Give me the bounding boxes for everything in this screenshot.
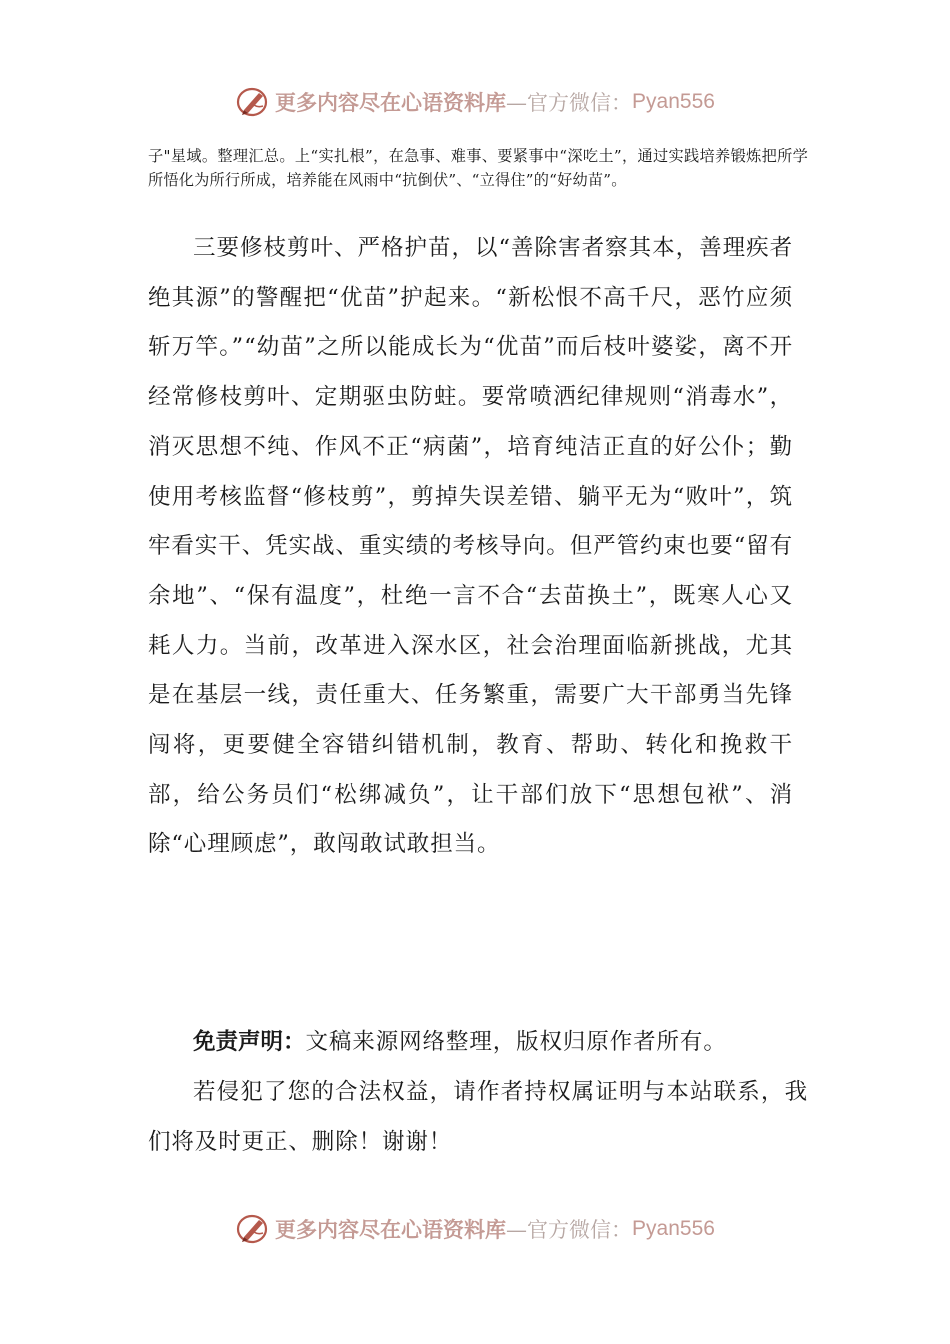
- header-banner: [0, 80, 950, 124]
- footer-banner-subtitle: —官方微信：: [506, 1218, 633, 1242]
- continuation-paragraph: 子"星域。整理汇总。上“实扎根”，在急事、难事、要紧事中“深吃土”，通过实践培养锻炼把所学所悟化为所行所成，培养能在风雨中“抗倒伏”、“立得住”的“好幼苗”。: [148, 147, 808, 189]
- banner-title: 更多内容尽在心语资料库: [275, 90, 507, 115]
- banner-wechat-id: Pyan556: [632, 90, 715, 113]
- footer-banner-title: 更多内容尽在心语资料库: [275, 1217, 507, 1242]
- disclaimer-text-1: 文稿来源网络整理，版权归原作者所有。: [305, 1029, 727, 1055]
- body-paragraph: 三要修枝剪叶、严格护苗，以“善除害者察其本，善理疾者绝其源”的警醒把“优苗”护起来。“新松恨不高千尺，恶竹应须斩万竿。”“幼苗”之所以能成长为“优苗”而后枝叶婆娑，离不开经常修枝剪叶、定期驱虫防蛀。要常喷洒纪律规则“消毒水”，消灭思想不纯、作风不正“病菌”，培育纯洁正直的好公仆；勤使用考核监督“修枝剪”，剪掉失误差错、躺平无为“败叶”，筑牢看实干、凭实战、重实绩的考核导向。但严管约束也要“留有余地”、“保有温度”，杜绝一言不合“去苗换土”，既寒人心又耗人力。当前，改革进入深水区，社会治理面临新挑战，尤其是在基层一线，责任重大、任务繁重，需要广大干部勇当先锋闯将，更要健全容错纠错机制，教育、帮助、转化和挽救干部，给公务员们“松绑减负”，让干部们放下“思想包袱”、消除“心理顾虑”，敢闯敢试敢担当。: [148, 235, 793, 858]
- disclaimer-label: 免责声明：: [193, 1029, 306, 1055]
- footer-banner-wechat-id: Pyan556: [632, 1217, 715, 1240]
- pen-logo-icon: [235, 84, 271, 120]
- disclaimer-line-2: 若侵犯了您的合法权益，请作者持权属证明与本站联系，我们将及时更正、删除！谢谢！: [148, 1079, 808, 1155]
- banner-subtitle: —官方微信：: [506, 91, 633, 115]
- disclaimer: [148, 1017, 808, 1167]
- pen-logo-icon: [235, 1211, 271, 1247]
- footer-banner: [0, 1207, 950, 1251]
- disclaimer-line-1: [148, 1017, 808, 1067]
